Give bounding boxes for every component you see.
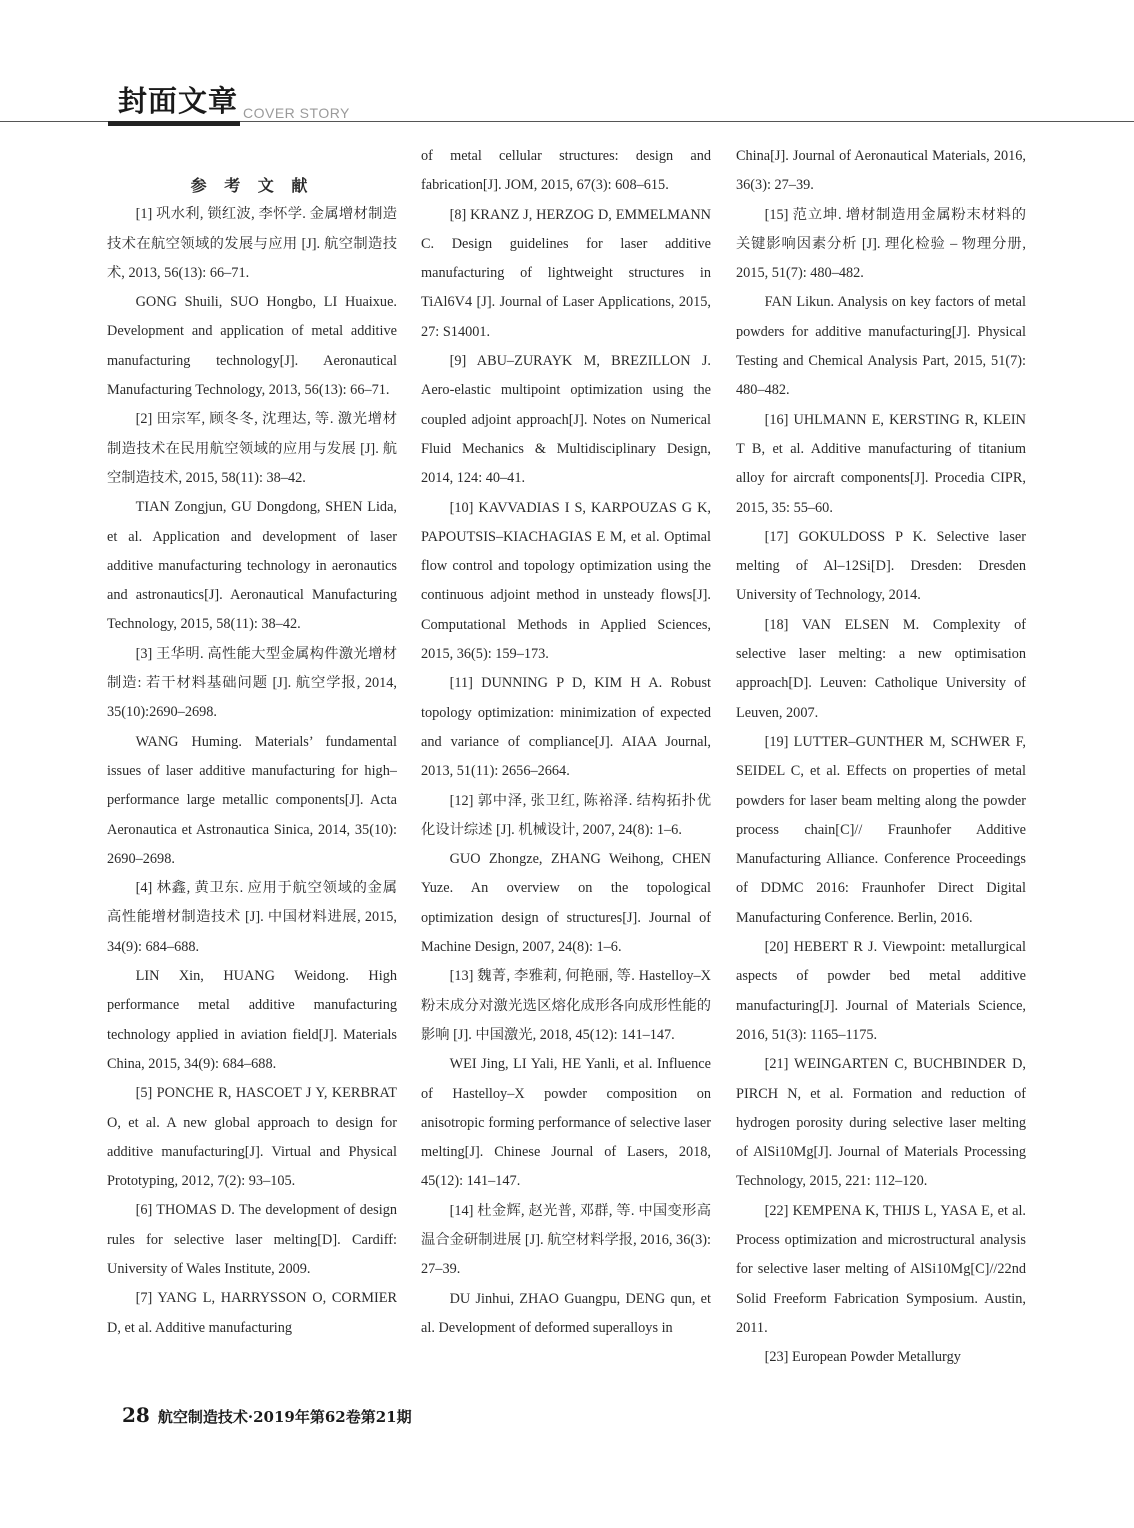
reference-entry: [11] DUNNING P D, KIM H A. Robust topology optimization: minimization of expected and variance of compliance[J]. AIAA Journal, 2013, 51(11): 2656–2664. (421, 675, 711, 780)
section-title-en: COVER STORY (243, 105, 350, 121)
reference-entry: [17] GOKULDOSS P K. Selective laser melting of Al–12Si[D]. Dresden: Dresden University of Technology, 2014. (736, 528, 1026, 604)
reference-entry: DU Jinhui, ZHAO Guangpu, DENG qun, et al. Development of deformed superalloys in (421, 1290, 711, 1336)
journal-issue: 航空制造技术·2019年第62卷第21期 (157, 1408, 412, 1426)
reference-entry: [8] KRANZ J, HERZOG D, EMMELMANN C. Design guidelines for laser additive manufacturing of lightweight structures in TiAl6V4 [J]. Journal of Laser Applications, 2015, 27: S14001. (421, 206, 711, 340)
reference-entry: [23] European Powder Metallurgy (764, 1349, 961, 1366)
reference-entry-continued: China[J]. Journal of Aeronautical Materials, 2016, 36(3): 27–39. (736, 148, 1026, 194)
reference-entry: TIAN Zongjun, GU Dongdong, SHEN Lida, et al. Application and development of laser additive manufacturing technology in aeronautics and astronautics[J]. Aeronautical Manufacturing Technology, 2015, 58(11): 38–42. (107, 499, 397, 633)
reference-entry: [19] LUTTER–GUNTHER M, SCHWER F, SEIDEL C, et al. Effects on properties of metal powders for laser beam melting along the powder process chain[C]// Fraunhofer Additive Manufacturing Alliance. Conference Proceedings of DDMC 2016: Fraunhofer Direct Digital Manufacturing Conference. Berlin, 2016. (736, 733, 1026, 926)
reference-entry: [16] UHLMANN E, KERSTING R, KLEIN T B, et al. Additive manufacturing of titanium alloy for aircraft components[J]. Procedia CIPR, 2015, 35: 55–60. (736, 411, 1026, 516)
reference-entry: [12] 郭中泽, 张卫红, 陈裕泽. 结构拓扑优化设计综述 [J]. 机械设计, 2007, 24(8): 1–6. (421, 792, 711, 838)
reference-entry: [4] 林鑫, 黄卫东. 应用于航空领域的金属高性能增材制造技术 [J]. 中国材料进展, 2015, 34(9): 684–688. (107, 880, 397, 955)
reference-entry: FAN Likun. Analysis on key factors of metal powders for additive manufacturing[J]. Physical Testing and Chemical Analysis Part, 2015, 51(7): 480–482. (736, 294, 1026, 399)
page-footer (122, 1404, 412, 1428)
reference-entry: [13] 魏菁, 李雅莉, 何艳丽, 等. Hastelloy–X 粉末成分对激光选区熔化成形各向成形性能的影响 [J]. 中国激光, 2018, 45(12): 141–147. (421, 968, 711, 1043)
column-3 (736, 142, 1026, 1404)
reference-entry: LIN Xin, HUANG Weidong. High performance metal additive manufacturing technology applied in aviation field[J]. Materials China, 2015, 34(9): 684–688. (107, 968, 397, 1072)
reference-entry: [7] YANG L, HARRYSSON O, CORMIER D, et al. Additive manufacturing (107, 1290, 397, 1336)
reference-entry: [9] ABU–ZURAYK M, BREZILLON J. Aero-elastic multipoint optimization using the coupled adjoint approach[J]. Notes on Numerical Fluid Mechanics & Multidisciplinary Design, 2014, 124: 40–41. (421, 353, 711, 487)
reference-entry: WEI Jing, LI Yali, HE Yanli, et al. Influence of Hastelloy–X powder composition on anisotropic forming performance of selective laser melting[J]. Chinese Journal of Lasers, 2018, 45(12): 141–147. (421, 1056, 711, 1190)
reference-entry: WANG Huming. Materials’ fundamental issues of laser additive manufacturing for high–performance large metallic components[J]. Acta Aeronautica et Astronautica Sinica, 2014, 35(10): 2690–2698. (107, 733, 397, 867)
reference-entry: [3] 王华明. 高性能大型金属构件激光增材制造: 若干材料基础问题 [J]. 航空学报, 2014, 35(10):2690–2698. (107, 645, 397, 721)
reference-entry: [6] THOMAS D. The development of design rules for selective laser melting[D]. Cardiff: University of Wales Institute, 2009. (107, 1202, 397, 1277)
reference-entry: [5] PONCHE R, HASCOET J Y, KERBRAT O, et al. A new global approach to design for additive manufacturing[J]. Virtual and Physical Prototyping, 2012, 7(2): 93–105. (107, 1085, 397, 1190)
reference-entry: [14] 杜金辉, 赵光普, 邓群, 等. 中国变形高温合金研制进展 [J]. 航空材料学报, 2016, 36(3): 27–39. (421, 1202, 711, 1278)
reference-entry: [10] KAVVADIAS I S, KARPOUZAS G K, PAPOUTSIS–KIACHAGIAS E M, et al. Optimal flow control and topology optimization using the continuous adjoint method in unsteady flows[J]. Computational Methods in Applied Sciences, 2015, 36(5): 159–173. (421, 499, 711, 663)
reference-entry: [15] 范立坤. 增材制造用金属粉末材料的关键影响因素分析 [J]. 理化检验 – 物理分册, 2015, 51(7): 480–482. (736, 206, 1026, 282)
reference-entry: [18] VAN ELSEN M. Complexity of selective laser melting: a new optimisation approach[D]. Leuven: Catholique University of Leuven, 2007. (736, 616, 1026, 721)
column-1 (107, 142, 397, 1404)
header-rule-accent (108, 121, 240, 126)
page-header (0, 0, 1134, 130)
page-number: 28 (122, 1403, 150, 1427)
reference-entry: GONG Shuili, SUO Hongbo, LI Huaixue. Development and application of metal additive manufacturing technology[J]. Aeronautical Manufacturing Technology, 2013, 56(13): 66–71. (107, 294, 397, 399)
reference-entry: [2] 田宗军, 顾冬冬, 沈理达, 等. 激光增材制造技术在民用航空领域的应用与发展 [J]. 航空制造技术, 2015, 58(11): 38–42. (107, 411, 397, 486)
references-heading: 参 考 文 献 (190, 176, 314, 195)
column-2 (421, 142, 711, 1404)
section-title-zh: 封面文章 (118, 84, 239, 118)
reference-entry-continued: of metal cellular structures: design and fabrication[J]. JOM, 2015, 67(3): 608–615. (421, 148, 711, 194)
reference-entry: [20] HEBERT R J. Viewpoint: metallurgical aspects of powder bed metal additive manufacturing[J]. Journal of Materials Science, 2016, 51(3): 1165–1175. (736, 939, 1026, 1043)
reference-entry: [1] 巩水利, 锁红波, 李怀学. 金属增材制造技术在航空领域的发展与应用 [J]. 航空制造技术, 2013, 56(13): 66–71. (107, 206, 397, 281)
reference-entry: GUO Zhongze, ZHANG Weihong, CHEN Yuze. An overview on the topological optimization design of structures[J]. Journal of Machine Design, 2007, 24(8): 1–6. (421, 851, 711, 956)
reference-entry: [21] WEINGARTEN C, BUCHBINDER D, PIRCH N, et al. Formation and reduction of hydrogen porosity during selective laser melting of AlSi10Mg[J]. Journal of Materials Processing Technology, 2015, 221: 112–120. (736, 1056, 1026, 1190)
reference-entry: [22] KEMPENA K, THIJS L, YASA E, et al. Process optimization and microstructural analysis for selective laser melting of AlSi10Mg[C]//22nd Solid Freeform Fabrication Symposium. Austin, 2011. (736, 1202, 1026, 1336)
